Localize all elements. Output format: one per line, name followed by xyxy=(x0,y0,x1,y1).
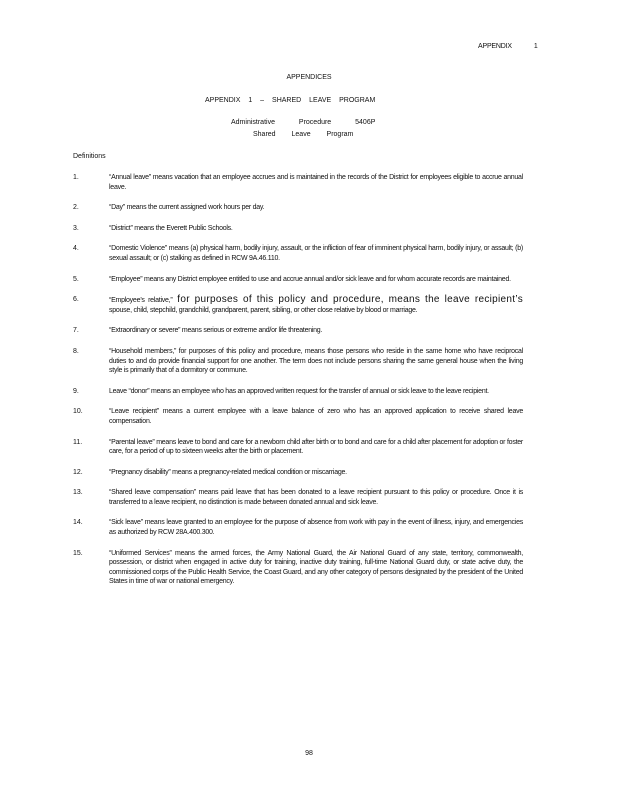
definition-item xyxy=(73,549,523,587)
header-number: 1 xyxy=(533,43,538,50)
page-number: 98 xyxy=(305,750,313,757)
definition-term: “Pregnancy disability” xyxy=(109,468,171,476)
definition-text: means the current assigned work hours per day. xyxy=(124,204,265,212)
definition-term: “Parental leave” xyxy=(109,438,155,446)
definitions-list xyxy=(73,173,523,598)
definition-term: “Uniformed Services” xyxy=(109,549,172,557)
definition-number: 14. xyxy=(73,519,83,527)
definition-term: “Employee” xyxy=(109,275,143,283)
appendix-subtitle: APPENDIX 1 – SHARED LEAVE PROGRAM xyxy=(205,97,376,104)
definition-text: means any District employee entitled to use and accrue annual and/or sick leave and for whom accurate records are maintained. xyxy=(142,275,511,283)
definition-item xyxy=(73,203,523,213)
definition-item xyxy=(73,326,523,336)
definition-text: means a current employee with a leave balance of zero who has an approved application to receive shared leave compensation. xyxy=(109,408,523,425)
definition-text: means paid leave that has been donated to a leave recipient pursuant to this policy or procedure. Once it is transferred to a leave recipient, no distinction is made between donated annual and sick leave. xyxy=(109,489,523,506)
definition-term: Leave “donor” xyxy=(109,387,150,395)
definition-item xyxy=(73,224,523,234)
definition-text: means serious or extreme and/or life threatening. xyxy=(180,327,323,335)
definition-text: means vacation that an employee accrues and is maintained in the records of the District for employees eligible to accrue annual leave. xyxy=(109,174,524,191)
definition-number: 13. xyxy=(73,489,83,497)
definition-text: spouse, child, stepchild, grandchild, grandparent, parent, sibling, or other close relative by blood or marriage. xyxy=(109,306,418,314)
definition-item xyxy=(73,173,523,192)
definition-item xyxy=(73,438,523,457)
definition-item xyxy=(73,387,523,397)
definition-item xyxy=(73,488,523,507)
definition-number: 10. xyxy=(73,408,83,416)
definition-text: means the Everett Public Schools. xyxy=(132,224,233,232)
definition-term: “Day” xyxy=(109,204,125,212)
definition-number: 11. xyxy=(73,438,83,446)
definition-item xyxy=(73,468,523,478)
procedure-number: Administrative Procedure 5406P xyxy=(231,119,376,126)
definition-text: means an employee who has an approved written request for the transfer of annual or sick leave to the leave recipient. xyxy=(149,387,489,395)
definition-term: “Domestic Violence” xyxy=(109,245,167,253)
definition-text-large: for purposes of this policy and procedure, means the leave recipient’s xyxy=(172,294,523,306)
definition-text: means leave to bond and care for a newborn child after birth or to bond and care for a child after placement for adoption or foster care, for a period of up to sixteen weeks after the birth or placement. xyxy=(109,438,523,456)
definition-item xyxy=(73,275,523,285)
definition-number: 3. xyxy=(73,224,79,232)
definition-number: 5. xyxy=(73,275,79,283)
definitions-heading: Definitions xyxy=(73,153,106,160)
definition-text: means the armed forces, the Army National Guard, the Air National Guard of any state, territory, commonwealth, possession, or district when engaged in active duty for training, inactive duty training, full-time National Guard duty, or state active duty, the commissioned corps of the Public Health Service, the Coast Guard, and any other category of persons designated by the president of the United States in time of war or national emergency. xyxy=(109,549,523,586)
page-title: APPENDICES xyxy=(286,74,332,81)
definition-term: “Sick leave” xyxy=(109,519,143,527)
definition-term: “Annual leave” xyxy=(109,174,151,181)
definition-item xyxy=(73,347,523,376)
definition-number: 8. xyxy=(73,347,79,355)
definition-number: 9. xyxy=(73,387,79,395)
definition-number: 12. xyxy=(73,468,83,476)
definition-term: “Employee’s relative,” xyxy=(109,297,173,305)
definition-term: “Shared leave compensation” xyxy=(109,489,196,497)
definition-text: means a pregnancy-related medical condition or miscarriage. xyxy=(170,468,347,476)
definition-item xyxy=(73,518,523,537)
definition-number: 7. xyxy=(73,327,79,335)
procedure-name: Shared Leave Program xyxy=(253,131,354,138)
definition-item xyxy=(73,244,523,263)
definition-term: “District” xyxy=(109,224,133,232)
definition-number: 4. xyxy=(73,245,79,253)
page-header xyxy=(478,43,538,50)
definition-item xyxy=(73,295,523,315)
definition-term: “Leave recipient” xyxy=(109,408,159,416)
definition-text: for purposes of this policy and procedure, means those persons who reside in the same home who have reciprocal duties to and do provide financial support for one another. The term does not include persons sharing the same general house when the living style is primarily that of a dormitory or commune. xyxy=(109,347,523,375)
definition-number: 1. xyxy=(73,174,79,181)
definition-text: means (a) physical harm, bodily injury, assault, or the infliction of fear of imminent physical harm, bodily injury, or assault; (b) sexual assault; or (c) stalking as defined in RCW 9A.46.110. xyxy=(109,245,523,262)
definition-item xyxy=(73,407,523,426)
header-label: APPENDIX xyxy=(478,43,512,50)
definition-number: 2. xyxy=(73,204,79,212)
definition-number: 6. xyxy=(73,296,79,304)
definition-term: “Household members,” xyxy=(109,347,177,355)
definition-number: 15. xyxy=(73,549,83,557)
definition-text: means leave granted to an employee for the purpose of absence from work with pay in the event of illness, injury, and emergencies as authorized by RCW 28A.400.300. xyxy=(109,519,523,537)
definition-term: “Extraordinary or severe” xyxy=(109,327,181,335)
